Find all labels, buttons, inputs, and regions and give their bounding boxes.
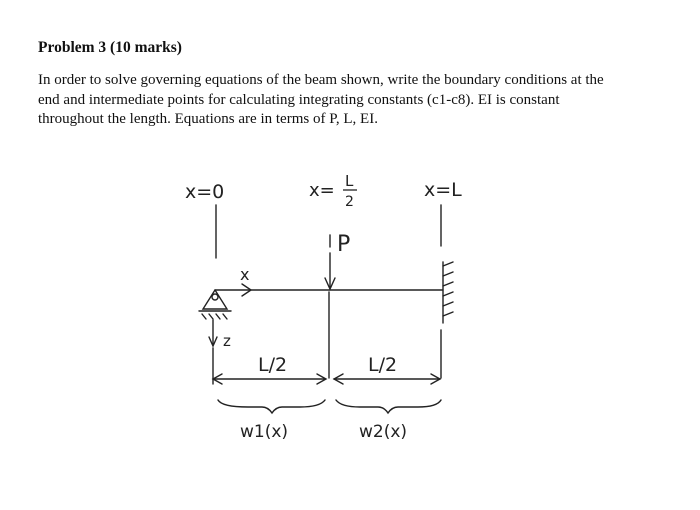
statement-line-1: In order to solve governing equations of the beam shown, write the boundary conditions at the bbox=[38, 72, 604, 88]
w1-label: w1(x) bbox=[240, 422, 289, 442]
brace-right bbox=[336, 400, 441, 413]
label-x0: x=0 bbox=[185, 181, 225, 203]
problem-heading: Problem 3 (10 marks) bbox=[38, 39, 182, 56]
label-xL2-lhs: x= bbox=[309, 180, 335, 201]
label-xL2-num: L bbox=[345, 172, 354, 190]
label-xL: x=L bbox=[424, 179, 462, 201]
load-label: P bbox=[337, 232, 351, 257]
statement-line-2: end and intermediate points for calculating integrating constants (c1-c8). EI is constant bbox=[38, 91, 560, 108]
pin-support bbox=[212, 294, 218, 300]
span-right-label: L/2 bbox=[368, 354, 398, 376]
z-axis-label: z bbox=[223, 332, 231, 350]
span-left-label: L/2 bbox=[258, 354, 288, 376]
label-xL2-den: 2 bbox=[345, 194, 354, 210]
statement-line-3: throughout the length. Equations are in terms of P, L, EI. bbox=[38, 111, 378, 127]
brace-left bbox=[218, 400, 325, 413]
x-axis-label: x bbox=[240, 265, 250, 284]
w2-label: w2(x) bbox=[359, 422, 408, 442]
